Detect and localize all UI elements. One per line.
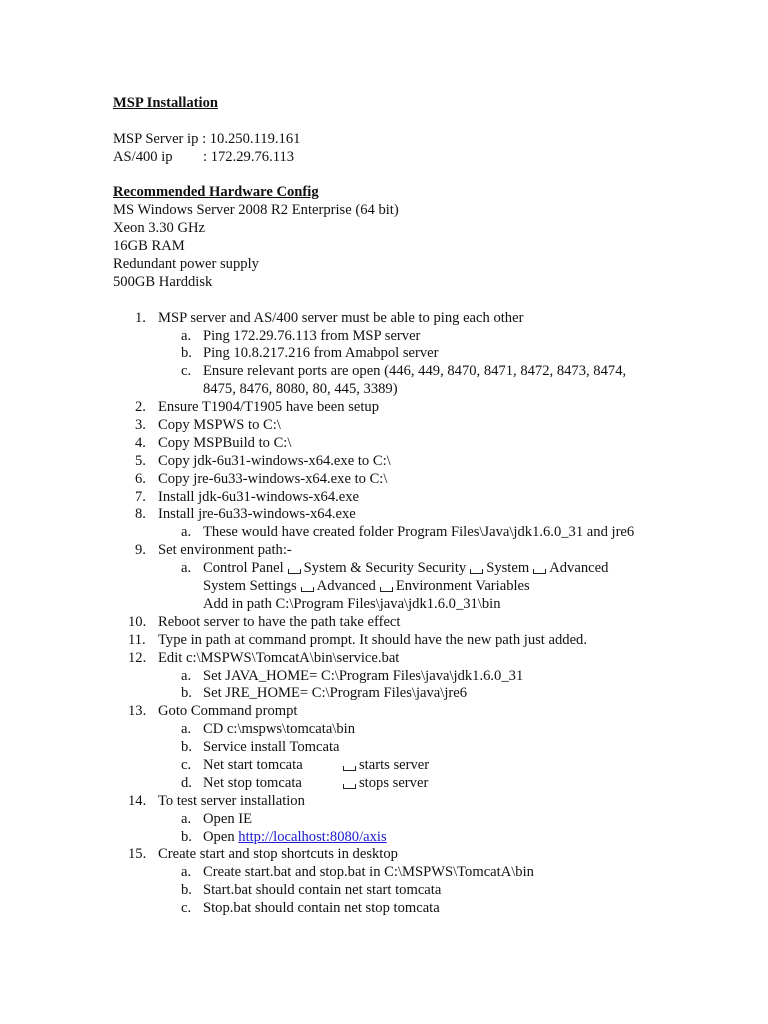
msp-server-ip-value: : 10.250.119.161 — [202, 130, 301, 147]
substep-letter: a. — [181, 810, 192, 827]
step-text: Edit c:\MSPWS\TomcatA\bin\service.bat — [158, 649, 400, 666]
step-item — [113, 632, 733, 650]
substep-letter: a. — [181, 667, 192, 684]
hw-line: Xeon 3.30 GHz — [113, 220, 206, 237]
substep-letter: b. — [181, 828, 192, 845]
open-text: Open — [203, 828, 235, 845]
step-number: 2. — [135, 399, 146, 416]
step-text: Type in path at command prompt. It should have the new path just added. — [158, 631, 587, 648]
step-item — [113, 614, 733, 632]
axis-url-link[interactable]: http://localhost:8080/axis — [238, 828, 387, 845]
step-text: Reboot server to have the path take effect — [158, 613, 401, 630]
substep-item — [113, 739, 733, 757]
document-page — [113, 95, 733, 918]
step-text: Create start and stop shortcuts in desktop — [158, 846, 398, 863]
step-text: MSP server and AS/400 server must be able to ping each other — [158, 309, 524, 326]
step-text: Goto Command prompt — [158, 703, 298, 720]
path-segment: Environment Variables — [395, 578, 530, 595]
step-number: 15. — [128, 846, 147, 863]
substep-item — [113, 328, 733, 346]
substep-item — [113, 829, 733, 847]
substep-item — [113, 721, 733, 739]
step-number: 7. — [135, 488, 146, 505]
substep-text — [203, 775, 428, 793]
path-segment: System — [486, 560, 530, 577]
substep-text — [203, 578, 530, 596]
substep-text: Ensure relevant ports are open (446, 449, 8470, 8471, 8472, 8473, 8474, — [203, 363, 627, 380]
path-segment: System & Security Security — [303, 560, 467, 577]
step-number: 4. — [135, 434, 146, 451]
substep-item — [113, 775, 733, 793]
substep-letter: c. — [181, 900, 192, 917]
command-text: Net stop tomcata — [203, 774, 302, 791]
step-number: 6. — [135, 470, 146, 487]
step-text: Copy jdk-6u31-windows-x64.exe to C:\ — [158, 452, 391, 469]
substep-item — [113, 668, 733, 686]
substep-text: Ping 172.29.76.113 from MSP server — [203, 327, 421, 344]
substep-text: Set JAVA_HOME= C:\Program Files\java\jdk1.6.0_31 — [203, 667, 524, 684]
arrow-icon — [343, 784, 356, 789]
doc-title: MSP Installation — [113, 95, 219, 111]
step-item — [113, 703, 733, 721]
substep-text: Ping 10.8.217.216 from Amabpol server — [203, 345, 439, 362]
step-item — [113, 435, 733, 453]
step-text: Install jdk-6u31-windows-x64.exe — [158, 488, 360, 505]
substep-letter: b. — [181, 345, 192, 362]
step-number: 10. — [128, 613, 147, 630]
substep-text: Open IE — [203, 810, 253, 827]
step-text: Install jre-6u33-windows-x64.exe — [158, 506, 356, 523]
substep-text: Start.bat should contain net start tomcata — [203, 882, 442, 899]
step-item — [113, 310, 733, 328]
substep-item — [113, 882, 733, 900]
arrow-icon — [301, 587, 314, 592]
substep-letter: c. — [181, 363, 192, 380]
step-number: 1. — [135, 309, 146, 326]
substep-item — [113, 900, 733, 918]
as400-ip-label: AS/400 ip — [113, 148, 173, 165]
substep-text — [203, 829, 387, 847]
step-number: 5. — [135, 452, 146, 469]
step-item — [113, 542, 733, 560]
substep-letter: a. — [181, 560, 192, 577]
arrow-icon — [343, 766, 356, 771]
substep-text — [203, 757, 429, 775]
hw-line: Redundant power supply — [113, 256, 259, 273]
step-number: 9. — [135, 542, 146, 559]
substep-letter: b. — [181, 685, 192, 702]
arrow-icon — [380, 587, 393, 592]
path-segment: Control Panel — [203, 560, 284, 577]
substep-letter: b. — [181, 882, 192, 899]
step-number: 14. — [128, 792, 147, 809]
msp-server-ip-line — [113, 131, 733, 149]
step-text: Set environment path:- — [158, 542, 292, 559]
step-text: To test server installation — [158, 792, 305, 809]
substep-continuation — [113, 578, 733, 596]
step-text: Copy MSPBuild to C:\ — [158, 434, 292, 451]
substep-letter: a. — [181, 524, 192, 541]
arrow-icon — [470, 569, 483, 574]
hardware-title: Recommended Hardware Config — [113, 184, 319, 201]
step-item — [113, 417, 733, 435]
arrow-icon — [533, 569, 546, 574]
substep-letter: d. — [181, 774, 192, 791]
substep-text: These would have created folder Program Files\Java\jdk1.6.0_31 and jre6 — [203, 524, 635, 541]
substep-item — [113, 345, 733, 363]
substep-text: Add in path C:\Program Files\java\jdk1.6.0_31\bin — [203, 595, 501, 612]
command-text: Net start tomcata — [203, 756, 303, 773]
path-segment: System Settings — [203, 578, 297, 595]
step-item — [113, 793, 733, 811]
substep-item — [113, 811, 733, 829]
step-number: 11. — [128, 631, 146, 648]
step-item — [113, 489, 733, 507]
hw-line: 500GB Harddisk — [113, 273, 213, 290]
command-result: starts server — [359, 756, 430, 773]
substep-item — [113, 524, 733, 542]
arrow-icon — [288, 569, 301, 574]
msp-server-ip-label: MSP Server ip — [113, 130, 199, 147]
substep-item — [113, 864, 733, 882]
substep-text — [203, 560, 608, 578]
command-result: stops server — [359, 774, 429, 791]
step-item — [113, 471, 733, 489]
step-text: Copy MSPWS to C:\ — [158, 417, 281, 434]
as400-ip-line — [113, 149, 733, 167]
path-segment: Advanced — [316, 578, 376, 595]
step-number: 12. — [128, 649, 147, 666]
substep-item — [113, 757, 733, 775]
substep-item — [113, 363, 733, 381]
step-number: 8. — [135, 506, 146, 523]
substep-letter: b. — [181, 739, 192, 756]
step-text: Copy jre-6u33-windows-x64.exe to C:\ — [158, 470, 388, 487]
path-segment: Advanced — [549, 560, 609, 577]
step-item — [113, 399, 733, 417]
hw-line: 16GB RAM — [113, 238, 185, 255]
substep-letter: a. — [181, 721, 192, 738]
step-number: 13. — [128, 703, 147, 720]
step-item — [113, 650, 733, 668]
step-item — [113, 846, 733, 864]
substep-text: Stop.bat should contain net stop tomcata — [203, 900, 440, 917]
substep-letter: c. — [181, 756, 192, 773]
substep-text: Set JRE_HOME= C:\Program Files\java\jre6 — [203, 685, 468, 702]
step-number: 3. — [135, 417, 146, 434]
substep-text: CD c:\mspws\tomcata\bin — [203, 721, 356, 738]
step-text: Ensure T1904/T1905 have been setup — [158, 399, 380, 416]
substep-continuation — [113, 381, 733, 399]
hw-line: MS Windows Server 2008 R2 Enterprise (64 bit) — [113, 202, 399, 219]
substep-text: 8475, 8476, 8080, 80, 445, 3389) — [203, 381, 398, 398]
as400-ip-value: : 172.29.76.113 — [203, 148, 295, 165]
step-item — [113, 506, 733, 524]
substep-item — [113, 560, 733, 578]
substep-continuation — [113, 596, 733, 614]
substep-letter: a. — [181, 864, 192, 881]
step-item — [113, 453, 733, 471]
substep-letter: a. — [181, 327, 192, 344]
substep-text: Service install Tomcata — [203, 739, 340, 756]
substep-text: Create start.bat and stop.bat in C:\MSPWS\TomcatA\bin — [203, 864, 534, 881]
substep-item — [113, 685, 733, 703]
